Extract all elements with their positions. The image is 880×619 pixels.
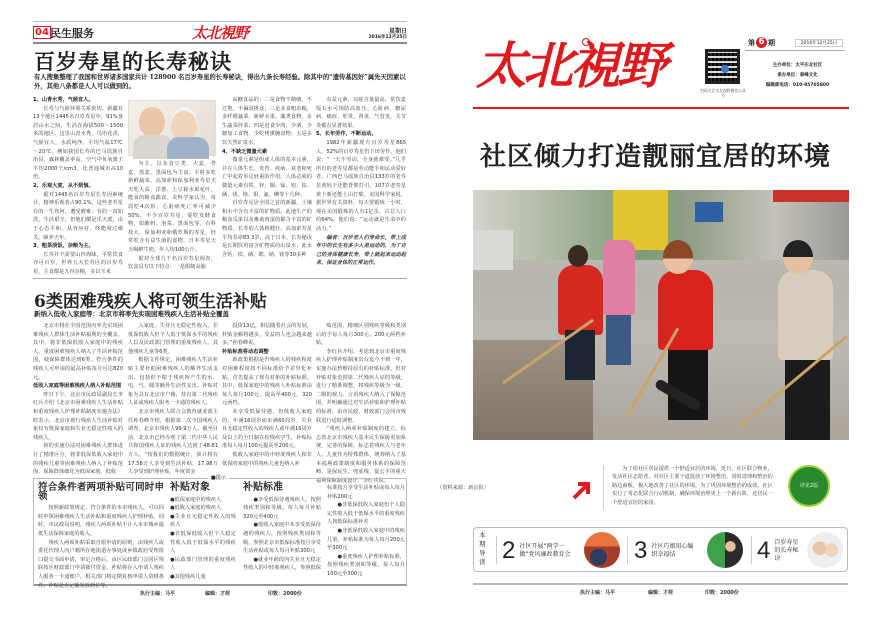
masthead-logo: 太北視野 xyxy=(476,36,664,95)
tip-section-apply xyxy=(38,482,164,589)
article-paragraph: “残疾人两项补贴制度的建立，标志着北京市残疾人基本民生保障更加系统、完善的保障，标志着残疾人与老年人、儿童作为特殊群体，统筹纳入了基本福利政策制度和服务体系的保障范畴，是保民生、兜底线、促公平的重大福利保障制度设计。”李红兵说。 xyxy=(316,426,406,484)
article-paragraph: 长寿并不需要山珍海味，平常饮食亦可百岁。世界五大长寿区的百岁寿星，主食都是五谷杂粮，多以玉米 xyxy=(33,251,123,275)
see-page-2-badge[interactable]: 详见2版 xyxy=(788,465,830,507)
article-paragraph: 北京市残疾人联合会教育就业部主任孙春峰介绍，根据第二次全国残疾人调查，北京市残疾人99.9万人。截至目前，北京市已经办理了第二代中华人民共和国残疾人证的残疾人达到了48.81万人。“按我们的数据统计，预计将有17.58万人享受到生活补贴，17.98万人享受到护理补贴，年度资金 xyxy=(128,408,218,476)
article-title: 6类困难残疾人将可领生活补贴 xyxy=(34,292,267,312)
issue-guide xyxy=(473,527,848,572)
tip-paragraph: 按照新政策规定，符合条件的本市残疾人，可以同时申领困难残疾人生活补贴和重度残疾人护理补贴。同时，市民政局说明，残疾人两项补贴不计入本市城乡最低生活保障家庭的收入。 xyxy=(38,505,164,537)
article-column xyxy=(222,96,312,276)
tip-paragraph: ●非低保低收入家庭中的残疾儿童，补贴标准为每人每月200元至300元 xyxy=(327,527,405,552)
article-paragraph: 1982年新疆现有百岁寿星865人，52%的百岁寿星仍下田劳作。他们说：“一天不劳动，全身就难受。”几乎所有的老寿星都是劳动能手和运动爱好者。广西巴马瑶族自治县133岁的老寿星黄妈干还能背柴打引，107岁老寿星黄卜新还能上山打柴。美国科学家说，据世界有关资料，每天要锻炼一小时，现在美国锻炼的人有1亿多，占总人口的64%。他们说：“运动就是生命中的活力。” xyxy=(316,139,406,232)
guide-number: 3 xyxy=(634,536,648,564)
guide-number: 4 xyxy=(757,536,771,564)
issue-prefix: 第 xyxy=(748,38,755,47)
guide-label: 本期导读 xyxy=(479,531,486,566)
article-paragraph: 据对全球几千名百岁寿星调查，饮食具有以下特点：一是限制高脂 xyxy=(128,255,216,271)
article-paragraph: 昨日下午，北京市民政局副局长李红兵介绍《北京市困难残疾人生活补贴和重度残疾人护理补贴制度实施办法》时表示，北京市现行残疾人生活补贴对象仅有低保家庭和失业无稳定性收入的残疾人。 xyxy=(33,391,123,441)
tip-heading: 补贴标准 xyxy=(243,482,283,493)
article-subtitle: 新纳入低收入家庭等：北京市将率先实现困难残疾人生活补贴全覆盖 xyxy=(34,310,229,318)
guide-text: 百岁寿星的长寿秘诀 xyxy=(774,538,799,562)
tip-paragraph: ●就业年龄段内失业且无稳定性收入的中轻度残疾人，参照低保标准按月享受生活补贴或每人每月补贴200元 xyxy=(243,485,405,572)
guide-photo-elderly xyxy=(807,532,843,568)
sun-icon xyxy=(582,38,590,46)
elderly-couple-photo xyxy=(128,100,216,156)
article-paragraph: 投资13亿。相信随着社会的发展，补贴金额将越多，受益的人也会越来越多。”孙春峰说。 xyxy=(222,323,312,347)
issue-badge: 6 xyxy=(756,37,767,48)
tip-label: ■提示 xyxy=(208,474,229,481)
tip-paragraph: ●重度残疾人护理补贴标准，按照残疾类别和等级，每人每月100元至300元 xyxy=(327,553,405,577)
article-paragraph: 新的实施办法对困难残疾人群体进行了精准区分，将非低保低收入家庭中的残疾儿童等困难残疾人纳入了补贴范围，保障群体细化为低保家庭、低收 xyxy=(33,443,123,476)
article-subheading: 补贴标准将动态调整 xyxy=(222,348,269,355)
article-paragraph: 北京市将在全国范围内率先实现困难残疾人群体生活补贴福利的全覆盖。其中，将非低保低收入家庭中的残疾人、重度困难残疾人纳入了生活补贴范围，使保障群体达到6类。符合条件的残疾人可申请的最高补贴每月可达820元。 xyxy=(33,323,123,381)
article-title: 百岁寿星的长寿秘诀 xyxy=(34,49,232,74)
issue-number xyxy=(748,37,775,48)
guide-photo-meeting xyxy=(584,532,620,568)
footer-editor-in-chief: 执行主编：马平 xyxy=(580,590,616,596)
article-column xyxy=(128,322,218,476)
page-date: 2016年12月25日 xyxy=(368,35,407,40)
tip-list-item: ●民政部门管理的重度残疾人 xyxy=(170,556,236,572)
article-paragraph: 为主。以多食豆类、大麦、荞麦、黑麦、黑面包为主食。平时多吃新鲜蔬菜。高加索和保加利亚寿星天天吃大蒜、洋葱、土豆和水果花叶，能食的粮食都食。美科学家认为，每周吃4次鱼，心脏病死亡率可减少50%。不少百岁寿星，爱吃发酵食物，如酸奶、泡菜、黑面包等。有科技大、保加利亚和俄罗斯的寿星，经常吃含有益生菌的食物。日本寿星天天喝鲜牛奶，年人均100公斤。 xyxy=(128,161,216,253)
article-paragraph: 长寿与气候环境关系密切。新疆有13个地区1445名百岁寿星中，91%身居山水之间，生活在海拔500～1500米的地区。这里山青水秀，鸟语花香，气候宜人，水质纯净，平均气温17℃～20℃。例如我国长寿的巴马瑶族自治县，森林覆盖率高，空气中负氧离子平均2000个/cm3，比普通城市高10倍。 xyxy=(33,105,123,181)
arrow-icon xyxy=(570,478,594,502)
issue-suffix: 期 xyxy=(768,38,775,47)
article-subheading: 2、乐观大度，从不烦恼。 xyxy=(33,182,94,189)
footer-editor: 编辑：才荷 xyxy=(205,591,231,597)
article-paragraph: 高糖食品的；二是食物不精细，不过饱，不偏食挑食；三是多食粗杂粮，多纤维蔬菜、新鲜水果、藻类食物，多生蔬菜拌菜；四是进食少肉、少酒、少糖加工食物，少吃烤熏腌食物；五是多饮天然矿泉水。 xyxy=(222,97,312,146)
article-column xyxy=(33,322,123,476)
article-paragraph: 编者：百岁老人们寿命长，带上成年中的长生有多少人是运动的，为了自己的身体健康长寿，带上就起来运动起来，保证身体的正常运作。 xyxy=(316,234,406,267)
article-paragraph: 据对1445名百岁寿星长寿因素统计，精神乐观者占90.1%，这些老寿星有的一生坎坷，遭受磨难；有的一贫如洗，生活艰辛，但他们都是乐天派，由于心态平和，从容应对，终能度过难关，颐养天年。 xyxy=(33,191,123,241)
weekday: 星期日 xyxy=(388,28,407,35)
article-paragraph: 新政策根据是否残疾人的残疾程度对困难程度按不同标准给予差异化补贴，首先提高了现有对象的补贴标准。其中，低保家庭中的残疾人补贴标准由每人每月100元，提高至400元、320元两档。 xyxy=(222,357,312,407)
footer-print-run: 印数：2000份 xyxy=(705,590,739,596)
tip-heading: 符合条件者两项补贴可同时申领 xyxy=(38,482,164,502)
guide-number: 2 xyxy=(502,536,516,564)
guide-text: 社区开展“两学一做”党风廉政教育会 xyxy=(519,542,571,558)
qr-code xyxy=(705,49,740,84)
article-paragraph: 微量元素是组成人体的基本元素，并在人体生长、发育、疾病、衰老和死亡中起着举足轻重的作用。人体必须的微量元素有铁、锌、铜、锰、铝、钴、硒、镁、铬、钼、氟、碘等十几种。 xyxy=(222,157,312,198)
article-paragraph: 低收入家庭中的中轻度残疾人和非低保的家庭中的残疾儿童也纳入补 xyxy=(222,451,312,467)
article-subheading: 低收入家庭等困难残疾人纳入补贴范围 xyxy=(33,383,122,390)
article-subheading: 5、长年劳作，不断运动。 xyxy=(316,131,377,138)
article-subheading: 1、山青水秀，气候宜人。 xyxy=(33,97,94,103)
front-summary: 为了给社区居民提供一个舒适宜居的环境，近日，社区联合物业，发动社区志愿者，对社区主要干道投放了环境整治，同时清理和整治的路边商贩，极大地改善了社区的环境。为了巩固环境整治的成效，社区实行了常态化联合行动机制，确保环境治理更上一个新台阶，还居民一个舒适宜居的家园。 xyxy=(612,466,773,506)
article-lede: 有人搜集整理了我国和世界诸多国家共计 128900 名百岁寿星的长寿秘诀，得出九条长寿经验。除其中的“遗传基因好”属先天因素以外，其他八条都是人人可以做到的。 xyxy=(34,74,406,90)
article-column xyxy=(33,96,123,276)
tip-source: （资料来源：新京报） xyxy=(437,485,489,491)
tip-section-targets xyxy=(170,484,236,584)
article-column xyxy=(222,322,312,470)
tip-list-item: ●失业且无稳定性收入的残疾人 xyxy=(170,513,236,529)
article-paragraph: 贴范围，精细区别残疾等级和类别后给予每人每月300元、200元两档补贴。 xyxy=(316,323,406,347)
guide-text: 社区巧娘用心编织幸福结 xyxy=(651,542,694,558)
tip-paragraph: 残疾人两项补贴采取自愿申请的原则，由残疾人或委托代理人向户籍所在地街道办事处或乡镇政府受理窗口提交书面申请，审定合格后，由区民政部门会同区残联按区财政部门申请拨付资金，补贴将存入申请人残疾人服务一卡通账户，相关部门将定期复核申请人资格条件，补贴是否足额发放到位等。 xyxy=(38,539,164,589)
footer-editor-in-chief: 执行主编：马平 xyxy=(140,591,176,597)
tip-list-item: ●非低保低收入但个人稳定性收入低于低保水平的残疾人 xyxy=(170,530,236,555)
article-paragraph: 百岁寿星居全国之首的新疆，土壤和水中含有丰富的矿物质。此地生产的粮食瓜果以及畜禽肉蛋的都含丰富的矿物质。长寿的人体格健壮，高加索寿星平均寿命83.3岁，高于日本。长寿秘诀是长期饮用富含矿物质的山泉水，此水含钙、铁、硒、锶、钠、镁等30多种 xyxy=(222,200,312,258)
article-column xyxy=(128,160,216,276)
article-paragraph: 入家庭、失业且无稳定性收入、非低保低收入但个人低于低保水平的残疾人以及民政部门管理的重度残疾人、其他残疾儿童等6类。 xyxy=(128,323,218,355)
tip-heading: 补贴对象 xyxy=(170,482,210,493)
guide-photo-knitting xyxy=(707,532,743,568)
organizer: 承办单位：泰峰文化 xyxy=(777,73,818,78)
street-cleaning-photo xyxy=(473,190,849,440)
article-column xyxy=(316,96,406,276)
article-paragraph: 有益元素，以硅含量最高。常饮麦饭石水可预防高血压、心脏病、糖尿病、痛症、肝炎、肾炎、气管炎、关节炎都有显著效果。 xyxy=(316,97,406,129)
article-paragraph: 李红兵介绍，考虑到北京市重度残疾人护理补贴制度出台迄今不到一年，实施办法暂维持原有的补贴标准，但对补贴对象范围第二代残疾人证的等级，进行了精准调整，将残疾等级为一级、二级的视力、言语残疾人纳入了保障范围，并明确通过对生活补贴和护理补贴的标准，由市民政、财政部门会同市残联进行适时调整。 xyxy=(316,348,406,424)
page-number: 04 xyxy=(35,27,49,38)
article-subheading: 4、不缺乏微量元素 xyxy=(222,148,268,155)
masthead-logo-small: 太北視野 xyxy=(192,24,249,42)
section-title: 民生服务 xyxy=(50,27,94,40)
front-headline: 社区倾力打造靓丽宜居的环境 xyxy=(480,142,832,172)
sponsor: 主办单位：太平庄北社区 xyxy=(772,63,823,68)
footer-editor: 编辑：才荷 xyxy=(648,590,674,596)
tip-list-item: ●其他残疾儿童 xyxy=(170,573,206,580)
tip-list-item: ●低收入家庭的残疾人 xyxy=(170,505,222,512)
article-subheading: 3、粗茶淡饭，杂粮为主。 xyxy=(33,243,94,250)
article-paragraph: 根据文件规定，困难残疾人生活补贴主要补助困难残疾人的额外生活支出，包括但不限于残疾所产生的水、电、气、暖等额外生活性支出。补贴对象为具有北京市户籍，持有第二代残疾人证或残疾人服务一卡通的残疾人。 xyxy=(128,357,218,407)
article-column xyxy=(316,322,406,484)
tip-paragraph: ●低收入家庭中未享受低保待遇的残疾人，按照残疾类别和等级，参照北京市低保标准按月享受生活补贴或每人每月补贴300元 xyxy=(243,522,321,555)
article-paragraph: 未享受低保待遇，但低收入家庭的、年满16周岁而未满60周岁、失业且无稳定性收入的残疾人或年满16周岁及以上的全日制在校残疾学生，补贴标准每人每月100元提高至200元。 xyxy=(222,408,312,450)
tip-paragraph: ●非低保低收入家庭但个人稳定性收入低于低保水平的重度残疾人按低保标准补差 xyxy=(327,502,405,526)
phone: 编辑部电话：010-85705800 xyxy=(765,83,830,88)
footer-print-run: 印数：2000份 xyxy=(268,591,302,597)
qr-caption: 扫码关注太北视野微信公众号 xyxy=(700,88,746,98)
issue-date: 2016年12月25日 xyxy=(795,39,843,47)
tip-list-item: ●低保家庭中的残疾人 xyxy=(170,496,222,503)
tip-paragraph: ●享受低保待遇残疾人，按照残疾类别和等级，每人每月补贴320元至400元 xyxy=(243,496,321,520)
